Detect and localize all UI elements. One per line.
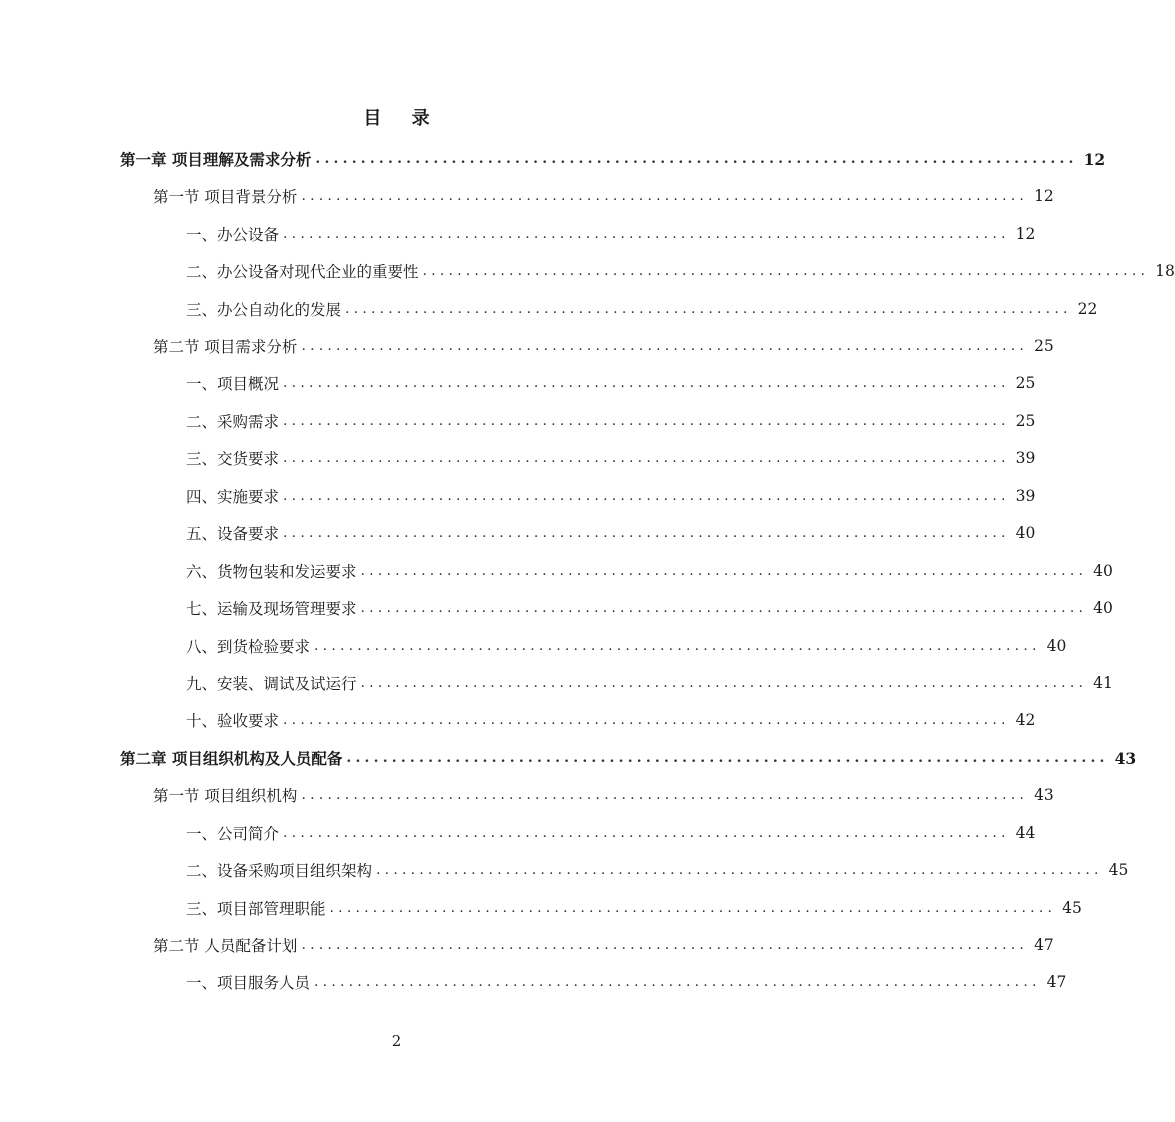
toc-entry-label: 二、设备采购项目组织架构 — [186, 862, 373, 880]
toc-entry-section[interactable] — [153, 932, 1054, 958]
toc-leader-dots: .................................................................................... — [360, 675, 1088, 691]
toc-entry-label: 三、办公自动化的发展 — [186, 301, 342, 319]
toc-entry-item[interactable] — [186, 857, 1129, 883]
toc-entry-page: 22 — [1077, 300, 1098, 318]
toc-entry-section[interactable] — [153, 333, 1054, 359]
toc-entry-chapter[interactable] — [120, 146, 1106, 172]
toc-entry-page: 42 — [1015, 711, 1036, 729]
toc-leader-dots: .................................................................................... — [376, 862, 1103, 878]
toc-title: 目 录 — [363, 108, 442, 129]
toc-leader-dots: .................................................................................... — [283, 525, 1010, 541]
toc-entry-item[interactable] — [186, 296, 1098, 322]
toc-entry-item[interactable] — [186, 895, 1082, 921]
toc-entry-page: 40 — [1046, 637, 1067, 655]
toc-entry-page: 40 — [1015, 524, 1036, 542]
toc-entry-label: 十、验收要求 — [186, 712, 280, 730]
toc-entry-label: 第二章 项目组织机构及人员配备 — [120, 749, 343, 768]
toc-entry-page: 39 — [1015, 449, 1036, 467]
toc-leader-dots: .................................................................................... — [301, 338, 1029, 354]
toc-entry-page: 47 — [1046, 973, 1067, 991]
toc-entry-label: 第一节 项目组织机构 — [153, 787, 298, 805]
toc-leader-dots: .................................................................................... — [283, 488, 1010, 504]
toc-leader-dots: .................................................................................... — [283, 712, 1010, 728]
toc-leader-dots: .................................................................................... — [301, 937, 1029, 953]
toc-entry-item[interactable] — [186, 558, 1113, 584]
toc-entry-item[interactable] — [186, 670, 1113, 696]
toc-entry-page: 25 — [1015, 374, 1036, 392]
toc-entry-label: 一、办公设备 — [186, 226, 280, 244]
toc-entry-page: 12 — [1034, 187, 1054, 205]
toc-leader-dots: .................................................................................... — [360, 563, 1088, 579]
toc-entry-label: 一、项目服务人员 — [186, 974, 311, 992]
toc-entry-label: 第二节 人员配备计划 — [153, 937, 298, 955]
toc-entry-section[interactable] — [153, 183, 1054, 209]
toc-entry-label: 一、项目概况 — [186, 375, 280, 393]
toc-entry-page: 44 — [1015, 824, 1036, 842]
toc-entry-item[interactable] — [186, 221, 1036, 247]
toc-entry-item[interactable] — [186, 258, 1175, 284]
toc-entry-page: 25 — [1034, 337, 1054, 355]
toc-leader-dots: .................................................................................... — [314, 638, 1041, 654]
toc-entry-label: 第一章 项目理解及需求分析 — [120, 150, 312, 169]
toc-entry-item[interactable] — [186, 633, 1067, 659]
toc-entry-item[interactable] — [186, 408, 1036, 434]
toc-entry-label: 九、安装、调试及试运行 — [186, 675, 357, 693]
toc-leader-dots: .................................................................................... — [283, 413, 1010, 429]
toc-entry-item[interactable] — [186, 445, 1036, 471]
toc-leader-dots: .................................................................................... — [283, 450, 1010, 466]
toc-leader-dots: .................................................................................... — [314, 974, 1041, 990]
toc-leader-dots: .................................................................................... — [301, 188, 1029, 204]
toc-entry-label: 三、交货要求 — [186, 450, 280, 468]
toc-leader-dots: .................................................................................... — [315, 151, 1078, 167]
toc-entry-page: 47 — [1034, 936, 1054, 954]
toc-entry-item[interactable] — [186, 820, 1036, 846]
toc-leader-dots: .................................................................................... — [360, 600, 1088, 616]
toc-entry-item[interactable] — [186, 707, 1036, 733]
toc-entry-page: 12 — [1083, 149, 1106, 169]
toc-entry-label: 第一节 项目背景分析 — [153, 188, 298, 206]
toc-leader-dots: .................................................................................... — [345, 301, 1072, 317]
toc-entry-page: 40 — [1093, 599, 1113, 617]
toc-leader-dots: .................................................................................... — [301, 787, 1029, 803]
toc-entry-item[interactable] — [186, 595, 1113, 621]
toc-entry-item[interactable] — [186, 969, 1067, 995]
toc-entry-page: 45 — [1108, 861, 1129, 879]
toc-entry-label: 五、设备要求 — [186, 525, 280, 543]
toc-entry-page: 18 — [1155, 262, 1175, 280]
toc-leader-dots: .................................................................................... — [422, 263, 1150, 279]
toc-entry-item[interactable] — [186, 483, 1036, 509]
toc-entry-page: 45 — [1062, 899, 1082, 917]
page-number: 2 — [391, 1032, 402, 1050]
toc-entry-label: 八、到货检验要求 — [186, 638, 311, 656]
toc-entry-label: 六、货物包装和发运要求 — [186, 563, 357, 581]
toc-leader-dots: .................................................................................... — [283, 226, 1010, 242]
toc-entry-section[interactable] — [153, 782, 1054, 808]
toc-entry-page: 25 — [1015, 412, 1036, 430]
toc-entry-label: 四、实施要求 — [186, 488, 280, 506]
toc-entry-label: 七、运输及现场管理要求 — [186, 600, 357, 618]
toc-entry-item[interactable] — [186, 370, 1036, 396]
toc-entry-label: 一、公司简介 — [186, 825, 280, 843]
toc-entry-label: 三、项目部管理职能 — [186, 900, 326, 918]
toc-entry-chapter[interactable] — [120, 745, 1137, 771]
toc-leader-dots: .................................................................................... — [346, 750, 1109, 766]
toc-entry-page: 43 — [1034, 786, 1054, 804]
toc-entry-page: 40 — [1093, 562, 1113, 580]
toc-leader-dots: .................................................................................... — [283, 825, 1010, 841]
toc-entry-page: 41 — [1093, 674, 1113, 692]
toc-entry-page: 43 — [1114, 748, 1137, 768]
toc-entry-page: 39 — [1015, 487, 1036, 505]
toc-entry-label: 第二节 项目需求分析 — [153, 338, 298, 356]
toc-entry-item[interactable] — [186, 520, 1036, 546]
toc-leader-dots: .................................................................................... — [329, 900, 1057, 916]
toc-entry-label: 二、采购需求 — [186, 413, 280, 431]
toc-entry-label: 二、办公设备对现代企业的重要性 — [186, 263, 419, 281]
toc-entry-page: 12 — [1015, 225, 1036, 243]
toc-leader-dots: .................................................................................... — [283, 375, 1010, 391]
